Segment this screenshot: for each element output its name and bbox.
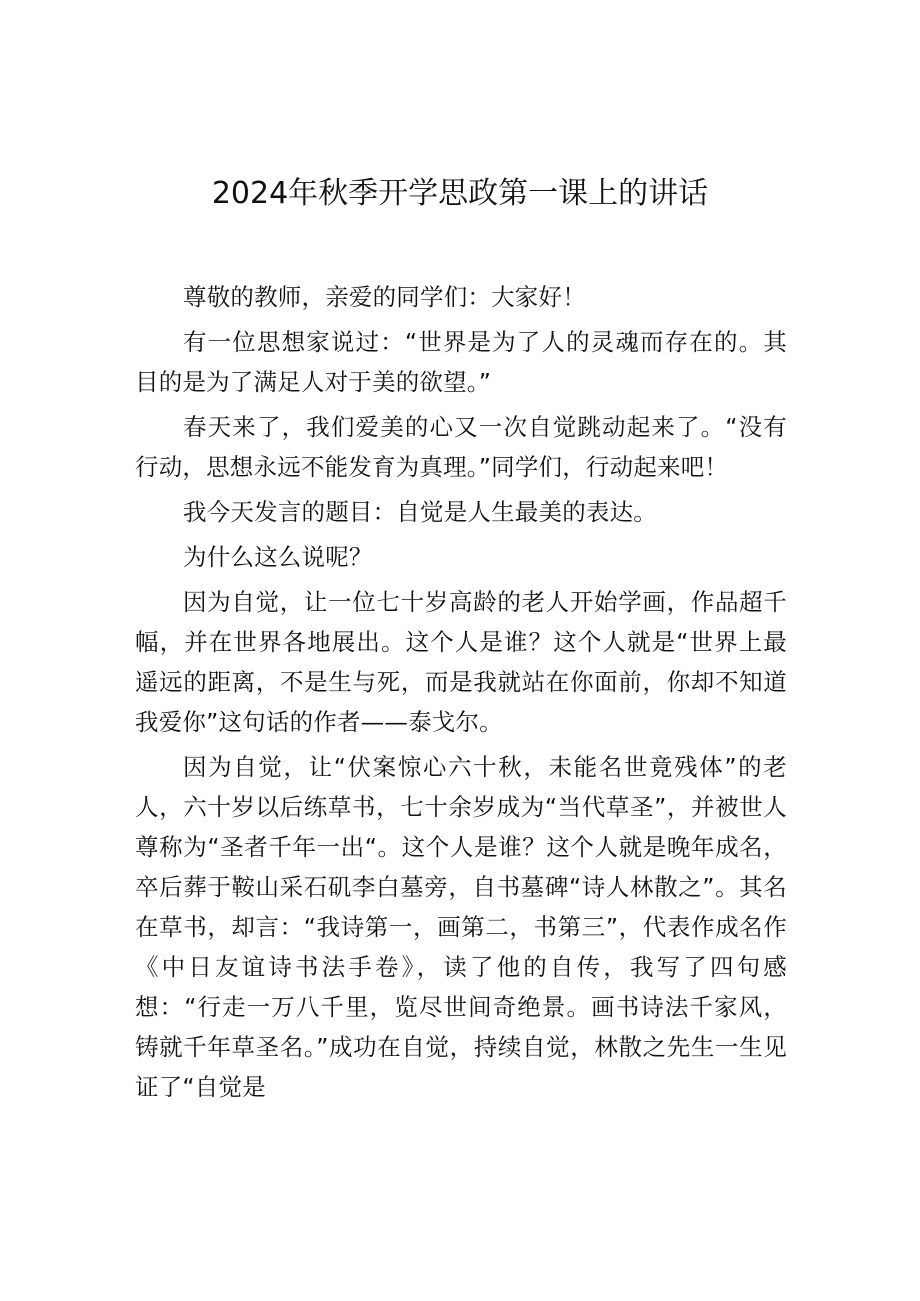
paragraph-spring: 春天来了，我们爱美的心又一次自觉跳动起来了。“没有行动，思想永远不能发育为真理。”同学们，行动起来吧！: [135, 413, 787, 481]
paragraph-thinker-quote: 有一位思想家说过：“世界是为了人的灵魂而存在的。其目的是为了满足人对于美的欲望。”: [135, 328, 787, 396]
paragraph-tagore: 因为自觉，让一位七十岁高龄的老人开始学画，作品超千幅，并在世界各地展出。这个人是谁？这个人就是“世界上最遥远的距离，不是生与死，而是我就站在你面前，你却不知道我爱你”这句话的作者——泰戈尔。: [135, 588, 787, 736]
paragraph-topic: 我今天发言的题目：自觉是人生最美的表达。: [183, 498, 657, 526]
paragraph-lin-sanzhi: 因为自觉，让“伏案惊心六十秋，未能名世竟残体”的老人，六十岁以后练草书，七十余岁成为“当代草圣”，并被世人尊称为“圣者千年一出“。这个人是谁？这个人就是晚年成名，卒后葬于鞍山采石矶李白墓旁，自书墓碑“诗人林散之”。其名在草书，却言：“我诗第一，画第二，书第三”，代表作成名作《中日友谊诗书法手卷》，读了他的自传，我写了四句感想：“行走一万八千里，览尽世间奇绝景。画书诗法千家风，铸就千年草圣名。”成功在自觉，持续自觉，林散之先生一生见证了“自觉是: [135, 753, 787, 1101]
paragraph-greeting: 尊敬的教师，亲爱的同学们：大家好！: [183, 283, 586, 311]
document-title: 2024年秋季开学思政第一课上的讲话: [211, 176, 709, 211]
paragraph-question: 为什么这么说呢？: [183, 543, 373, 571]
document-body: [135, 277, 787, 1112]
